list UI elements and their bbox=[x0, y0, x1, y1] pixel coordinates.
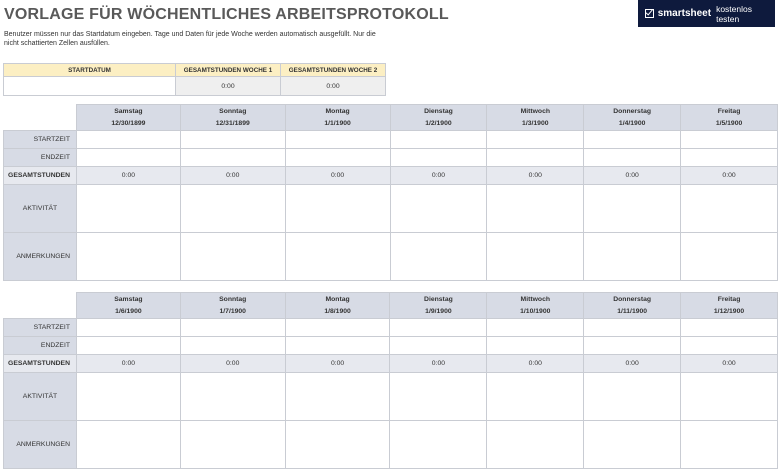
start-time-cell[interactable] bbox=[180, 131, 285, 149]
end-time-cell[interactable] bbox=[584, 337, 681, 355]
week2-total-header: GESAMTSTUNDEN WOCHE 2 bbox=[281, 64, 386, 77]
start-time-cell[interactable] bbox=[584, 319, 681, 337]
start-time-cell[interactable] bbox=[681, 131, 778, 149]
total-hours-cell: 0:00 bbox=[285, 355, 390, 373]
total-hours-cell: 0:00 bbox=[487, 355, 584, 373]
day-date: 1/12/1900 bbox=[681, 306, 778, 319]
week-1-table bbox=[3, 104, 778, 281]
start-time-label: STARTZEIT bbox=[4, 131, 77, 149]
day-date: 1/9/1900 bbox=[390, 306, 487, 319]
start-time-cell[interactable] bbox=[487, 131, 584, 149]
notes-cell[interactable] bbox=[390, 421, 487, 469]
notes-cell[interactable] bbox=[487, 421, 584, 469]
end-time-cell[interactable] bbox=[390, 149, 487, 167]
total-hours-cell: 0:00 bbox=[487, 167, 584, 185]
total-hours-cell: 0:00 bbox=[76, 355, 180, 373]
notes-cell[interactable] bbox=[584, 233, 681, 281]
day-name: Dienstag bbox=[390, 293, 487, 306]
notes-cell[interactable] bbox=[76, 421, 180, 469]
activity-label: AKTIVITÄT bbox=[4, 373, 77, 421]
start-time-cell[interactable] bbox=[76, 319, 180, 337]
end-time-cell[interactable] bbox=[487, 337, 584, 355]
end-time-label: ENDZEIT bbox=[4, 337, 77, 355]
notes-cell[interactable] bbox=[390, 233, 487, 281]
day-name: Sonntag bbox=[180, 105, 285, 118]
smartsheet-banner[interactable] bbox=[638, 0, 775, 27]
notes-cell[interactable] bbox=[180, 233, 285, 281]
total-hours-cell: 0:00 bbox=[390, 167, 487, 185]
total-hours-cell: 0:00 bbox=[180, 167, 285, 185]
activity-cell[interactable] bbox=[390, 373, 487, 421]
total-hours-cell: 0:00 bbox=[681, 355, 778, 373]
total-hours-cell: 0:00 bbox=[180, 355, 285, 373]
notes-label: ANMERKUNGEN bbox=[4, 421, 77, 469]
day-date: 1/1/1900 bbox=[285, 118, 390, 131]
notes-cell[interactable] bbox=[681, 421, 778, 469]
total-hours-label: GESAMTSTUNDEN bbox=[4, 355, 77, 373]
start-time-cell[interactable] bbox=[390, 131, 487, 149]
day-date: 1/5/1900 bbox=[681, 118, 778, 131]
start-time-cell[interactable] bbox=[390, 319, 487, 337]
end-time-cell[interactable] bbox=[584, 149, 681, 167]
corner-cell bbox=[4, 293, 77, 306]
start-time-cell[interactable] bbox=[180, 319, 285, 337]
notes-label: ANMERKUNGEN bbox=[4, 233, 77, 281]
day-date: 12/30/1899 bbox=[76, 118, 180, 131]
notes-cell[interactable] bbox=[180, 421, 285, 469]
activity-cell[interactable] bbox=[285, 185, 390, 233]
notes-cell[interactable] bbox=[285, 233, 390, 281]
try-free-link[interactable]: kostenlos testen bbox=[716, 3, 752, 24]
total-hours-cell: 0:00 bbox=[390, 355, 487, 373]
day-name: Samstag bbox=[76, 293, 180, 306]
day-date: 1/4/1900 bbox=[584, 118, 681, 131]
day-date: 1/10/1900 bbox=[487, 306, 584, 319]
day-date: 1/3/1900 bbox=[487, 118, 584, 131]
start-time-cell[interactable] bbox=[285, 131, 390, 149]
day-date: 1/2/1900 bbox=[390, 118, 487, 131]
end-time-cell[interactable] bbox=[180, 149, 285, 167]
total-hours-label: GESAMTSTUNDEN bbox=[4, 167, 77, 185]
activity-cell[interactable] bbox=[285, 373, 390, 421]
activity-cell[interactable] bbox=[180, 185, 285, 233]
week-2-table bbox=[3, 292, 778, 469]
end-time-cell[interactable] bbox=[285, 149, 390, 167]
total-hours-cell: 0:00 bbox=[76, 167, 180, 185]
week2-total-value: 0:00 bbox=[281, 77, 386, 96]
start-time-cell[interactable] bbox=[487, 319, 584, 337]
start-time-cell[interactable] bbox=[285, 319, 390, 337]
activity-cell[interactable] bbox=[681, 373, 778, 421]
day-name: Mittwoch bbox=[487, 293, 584, 306]
corner-cell bbox=[4, 306, 77, 319]
activity-cell[interactable] bbox=[180, 373, 285, 421]
summary-table bbox=[3, 63, 386, 96]
day-date: 1/11/1900 bbox=[584, 306, 681, 319]
activity-cell[interactable] bbox=[681, 185, 778, 233]
activity-cell[interactable] bbox=[487, 373, 584, 421]
notes-cell[interactable] bbox=[487, 233, 584, 281]
total-hours-cell: 0:00 bbox=[285, 167, 390, 185]
notes-cell[interactable] bbox=[76, 233, 180, 281]
end-time-cell[interactable] bbox=[180, 337, 285, 355]
start-date-header: STARTDATUM bbox=[4, 64, 176, 77]
activity-label: AKTIVITÄT bbox=[4, 185, 77, 233]
total-hours-cell: 0:00 bbox=[584, 167, 681, 185]
activity-cell[interactable] bbox=[76, 373, 180, 421]
activity-cell[interactable] bbox=[584, 185, 681, 233]
day-name: Freitag bbox=[681, 293, 778, 306]
day-date: 1/7/1900 bbox=[180, 306, 285, 319]
start-time-label: STARTZEIT bbox=[4, 319, 77, 337]
start-date-input[interactable] bbox=[4, 77, 176, 96]
week1-total-header: GESAMTSTUNDEN WOCHE 1 bbox=[176, 64, 281, 77]
smartsheet-check-icon bbox=[645, 9, 654, 18]
activity-cell[interactable] bbox=[76, 185, 180, 233]
day-name: Sonntag bbox=[180, 293, 285, 306]
corner-cell bbox=[4, 105, 77, 118]
end-time-cell[interactable] bbox=[681, 149, 778, 167]
notes-cell[interactable] bbox=[285, 421, 390, 469]
end-time-cell[interactable] bbox=[76, 149, 180, 167]
total-hours-cell: 0:00 bbox=[584, 355, 681, 373]
end-time-cell[interactable] bbox=[285, 337, 390, 355]
start-time-cell[interactable] bbox=[681, 319, 778, 337]
day-name: Freitag bbox=[681, 105, 778, 118]
corner-cell bbox=[4, 118, 77, 131]
notes-cell[interactable] bbox=[584, 421, 681, 469]
day-name: Mittwoch bbox=[487, 105, 584, 118]
end-time-label: ENDZEIT bbox=[4, 149, 77, 167]
start-time-cell[interactable] bbox=[584, 131, 681, 149]
day-name: Montag bbox=[285, 293, 390, 306]
end-time-cell[interactable] bbox=[681, 337, 778, 355]
week1-total-value: 0:00 bbox=[176, 77, 281, 96]
end-time-cell[interactable] bbox=[487, 149, 584, 167]
day-date: 12/31/1899 bbox=[180, 118, 285, 131]
activity-cell[interactable] bbox=[584, 373, 681, 421]
day-date: 1/8/1900 bbox=[285, 306, 390, 319]
activity-cell[interactable] bbox=[487, 185, 584, 233]
start-time-cell[interactable] bbox=[76, 131, 180, 149]
day-name: Donnerstag bbox=[584, 293, 681, 306]
day-date: 1/6/1900 bbox=[76, 306, 180, 319]
brand-name: smartsheet bbox=[657, 8, 712, 19]
day-name: Montag bbox=[285, 105, 390, 118]
activity-cell[interactable] bbox=[390, 185, 487, 233]
instructions-text: Benutzer müssen nur das Startdatum eingeben. Tage und Daten für jede Woche werden automatisch ausgefüllt. Nur die nicht schattierten Zellen ausfüllen. bbox=[4, 31, 376, 47]
end-time-cell[interactable] bbox=[390, 337, 487, 355]
page-title: VORLAGE FÜR WÖCHENTLICHES ARBEITSPROTOKOLL bbox=[4, 6, 449, 23]
day-name: Samstag bbox=[76, 105, 180, 118]
notes-cell[interactable] bbox=[681, 233, 778, 281]
end-time-cell[interactable] bbox=[76, 337, 180, 355]
total-hours-cell: 0:00 bbox=[681, 167, 778, 185]
day-name: Donnerstag bbox=[584, 105, 681, 118]
day-name: Dienstag bbox=[390, 105, 487, 118]
